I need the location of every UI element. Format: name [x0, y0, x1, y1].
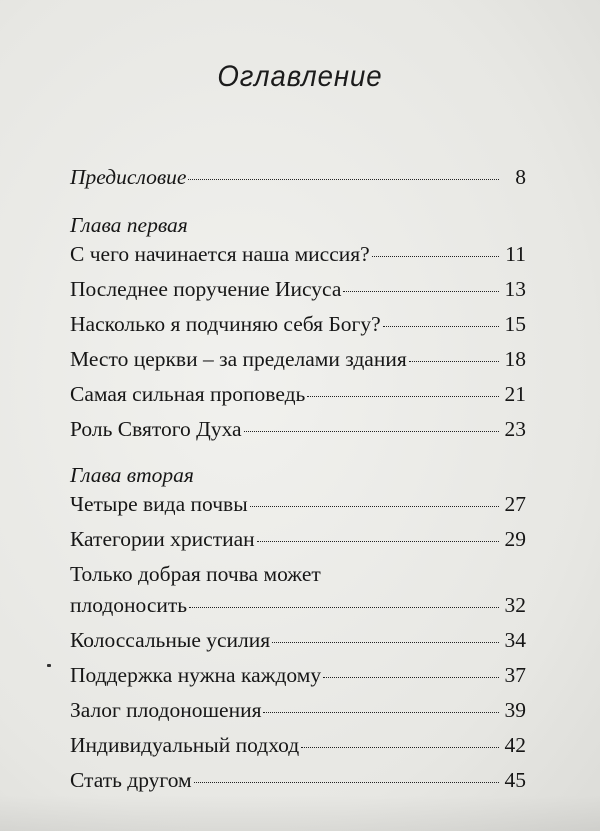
dot-leader	[307, 396, 499, 397]
toc-entry[interactable]	[70, 663, 526, 698]
toc-entry-label: Четыре вида почвы	[70, 492, 248, 516]
dot-leader	[244, 431, 499, 432]
dot-leader	[383, 326, 499, 327]
toc-entry-page: 37	[504, 663, 526, 687]
toc-entry-label: Залог плодоношения	[70, 698, 262, 722]
ink-speck	[47, 664, 51, 667]
toc-entry[interactable]	[70, 312, 526, 347]
dot-leader	[257, 541, 499, 542]
chapter-heading: Глава первая	[70, 213, 188, 237]
toc-entry-label: Стать другом	[70, 768, 192, 792]
toc-entry[interactable]	[70, 347, 526, 382]
dot-leader	[272, 642, 499, 643]
table-of-contents	[70, 165, 526, 803]
toc-entry-page: 13	[504, 277, 526, 301]
dot-leader	[263, 712, 499, 713]
dot-leader	[301, 747, 499, 748]
toc-entry[interactable]	[70, 698, 526, 733]
toc-entry[interactable]	[70, 242, 526, 277]
dot-leader	[409, 361, 499, 362]
toc-entry[interactable]	[70, 492, 526, 527]
dot-leader	[188, 179, 499, 180]
dot-leader	[189, 607, 499, 608]
toc-entry-label: Самая сильная проповедь	[70, 382, 306, 406]
toc-entry[interactable]	[70, 628, 526, 663]
toc-entry-label: С чего начинается наша миссия?	[70, 242, 370, 266]
toc-entry-label: Насколько я подчиняю себя Богу?	[70, 312, 381, 336]
toc-entry-page: 45	[504, 768, 526, 792]
page-title: Оглавление	[217, 60, 383, 93]
toc-entry-page: 27	[504, 492, 526, 516]
toc-entry-page: 32	[504, 593, 526, 617]
toc-entry[interactable]	[70, 527, 526, 562]
toc-entry[interactable]	[70, 382, 526, 417]
toc-entry-page: 8	[515, 165, 526, 189]
dot-leader	[372, 256, 499, 257]
page-shadow	[0, 795, 600, 831]
dot-leader	[323, 677, 499, 678]
toc-entry-page: 42	[504, 733, 526, 757]
toc-entry-page: 29	[504, 527, 526, 551]
dot-leader	[343, 291, 499, 292]
toc-entry-label: Поддержка нужна каждому	[70, 663, 322, 687]
dot-leader	[194, 782, 499, 783]
toc-entry-label: Место церкви – за пределами здания	[70, 347, 407, 371]
toc-entry-page: 34	[504, 628, 526, 652]
toc-entry-label-continued: плодоносить	[70, 593, 188, 617]
toc-entry[interactable]	[70, 277, 526, 312]
toc-entry-label: Роль Святого Духа	[70, 417, 242, 441]
toc-entry-page: 18	[504, 347, 526, 371]
toc-entry[interactable]	[70, 733, 526, 768]
toc-entry-page: 23	[504, 417, 526, 441]
toc-entry-label: Колоссальные усилия	[70, 628, 271, 652]
toc-entry-label: Только добрая почва может	[70, 562, 321, 586]
toc-entry-preface[interactable]	[70, 165, 526, 200]
toc-entry-page: 15	[504, 312, 526, 336]
toc-entry-label: Категории христиан	[70, 527, 255, 551]
toc-entry-line1[interactable]	[70, 562, 526, 593]
toc-entry-page: 11	[505, 242, 526, 266]
chapter-heading: Глава вторая	[70, 463, 194, 487]
toc-entry-label: Индивидуальный подход	[70, 733, 300, 757]
toc-entry-line2[interactable]	[70, 593, 526, 628]
toc-entry-page: 39	[504, 698, 526, 722]
toc-entry-page: 21	[504, 382, 526, 406]
toc-entry[interactable]	[70, 417, 526, 452]
toc-entry-label: Последнее поручение Иисуса	[70, 277, 342, 301]
toc-entry-label: Предисловие	[70, 165, 187, 189]
dot-leader	[250, 506, 499, 507]
